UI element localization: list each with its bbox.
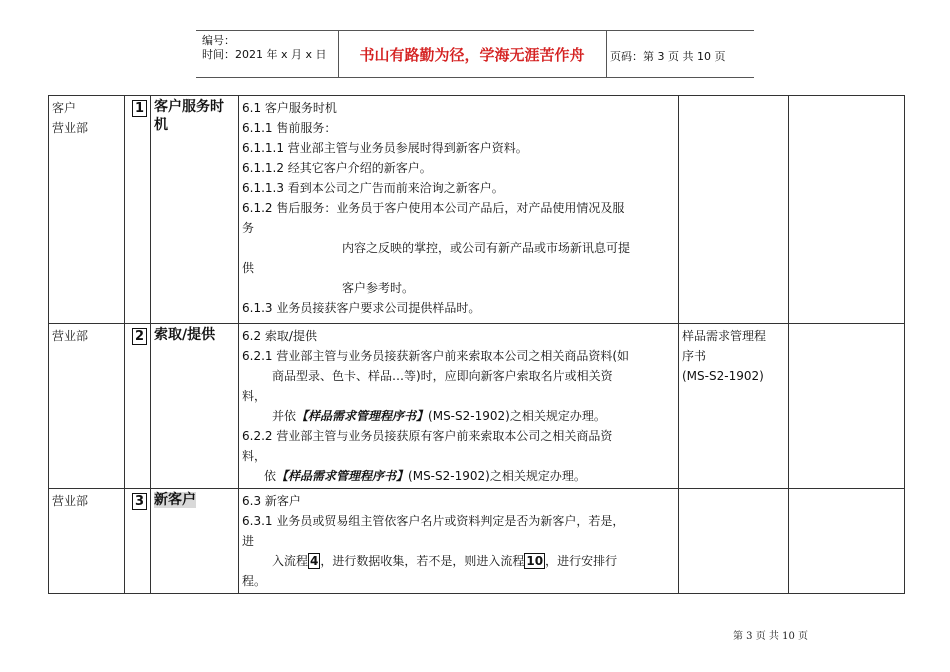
content-line: 6.2.2 营业部主管与业务员接获原有客户前来索取本公司之相关商品资	[242, 429, 613, 443]
reference-text: 序书	[682, 349, 707, 363]
content-line: 料，	[242, 389, 267, 403]
content-line: 6.1.1 售前服务：	[242, 121, 337, 135]
step-title: 客户服务时 机	[154, 99, 224, 133]
content-line: 进	[242, 534, 255, 548]
content-line: 入流程 4 ，进行数据收集，若不是，则进入流程 10 ，进行安排行	[272, 554, 618, 568]
content-line: 6.1.1.2 经其它客户介绍的新客户。	[242, 161, 432, 175]
content-line: 程。	[242, 574, 267, 588]
procedure-reference: 【样品需求管理程序书】	[296, 409, 429, 423]
content-line: 6.1 客户服务时机	[242, 101, 337, 115]
dept-label: 客户	[52, 101, 77, 115]
content-line: 6.3 新客户	[242, 494, 301, 508]
table-row	[49, 96, 905, 324]
header-number-label: 编号：	[202, 34, 235, 47]
flow-step-ref: 10	[526, 554, 544, 568]
dept-cell	[49, 489, 125, 594]
reference-code: (MS-S2-1902)	[682, 369, 764, 383]
step-number: 2	[132, 328, 147, 345]
content-line: 依【样品需求管理程序书】(MS-S2-1902)之相关规定办理。	[264, 469, 586, 483]
page-footer: 第 3 页 共 10 页	[733, 631, 808, 642]
step-number-cell	[125, 96, 151, 324]
dept-label: 营业部	[52, 494, 89, 508]
procedure-table	[48, 95, 905, 594]
step-number-cell	[125, 489, 151, 594]
header-meta	[202, 34, 327, 62]
dept-cell	[49, 96, 125, 324]
step-number: 3	[132, 493, 147, 510]
reference-cell	[679, 489, 789, 594]
content-line: 6.2 索取/提供	[242, 329, 317, 343]
content-line: 并依【样品需求管理程序书】(MS-S2-1902)之相关规定办理。	[272, 409, 606, 423]
remark-cell	[789, 96, 905, 324]
dept-cell	[49, 324, 125, 489]
header-page-label: 页码：第 3 页 共 10 页	[610, 50, 726, 63]
content-line: 商品型录、色卡、样品…等)时，应即向新客户索取名片或相关资	[272, 369, 613, 383]
step-title-cell	[151, 324, 239, 489]
step-content-cell	[239, 489, 679, 594]
reference-cell	[679, 324, 789, 489]
procedure-reference: 【样品需求管理程序书】	[276, 469, 409, 483]
step-title: 新客户	[154, 492, 196, 508]
content-line: 料，	[242, 449, 267, 463]
content-line: 供	[242, 261, 255, 275]
reference-text: 样品需求管理程	[682, 329, 767, 343]
content-line: 6.1.3 业务员接获客户要求公司提供样品时。	[242, 301, 481, 315]
step-title: 索取/提供	[154, 327, 216, 343]
content-line: 务	[242, 221, 255, 235]
content-line: 内容之反映的掌控，或公司有新产品或市场新讯息可提	[342, 241, 631, 255]
step-title-cell	[151, 489, 239, 594]
step-number: 1	[132, 100, 147, 117]
header-motto: 书山有路勤为径，学海无涯苦作舟	[359, 45, 585, 64]
page-header	[196, 30, 754, 78]
table-row	[49, 324, 905, 489]
step-title-cell	[151, 96, 239, 324]
table-row	[49, 489, 905, 594]
dept-label: 营业部	[52, 329, 89, 343]
content-line: 6.3.1 业务员或贸易组主管依客户名片或资料判定是否为新客户，若是，	[242, 514, 625, 528]
step-number-cell	[125, 324, 151, 489]
content-line: 6.2.1 营业部主管与业务员接获新客户前来索取本公司之相关商品资料(如	[242, 349, 630, 363]
header-time-label: 时间：2021 年 x 月 x 日	[202, 48, 327, 61]
content-line: 6.1.2 售后服务：业务员于客户使用本公司产品后，对产品使用情况及服	[242, 201, 625, 215]
content-line: 6.1.1.1 营业部主管与业务员参展时得到新客户资料。	[242, 141, 528, 155]
content-line: 6.1.1.3 看到本公司之广告而前来洽询之新客户。	[242, 181, 504, 195]
content-line: 客户参考时。	[342, 281, 415, 295]
reference-cell	[679, 96, 789, 324]
remark-cell	[789, 324, 905, 489]
step-content-cell	[239, 96, 679, 324]
dept-label: 营业部	[52, 121, 89, 135]
header-divider	[606, 30, 607, 78]
remark-cell	[789, 489, 905, 594]
flow-step-ref: 4	[310, 554, 319, 568]
step-content-cell	[239, 324, 679, 489]
